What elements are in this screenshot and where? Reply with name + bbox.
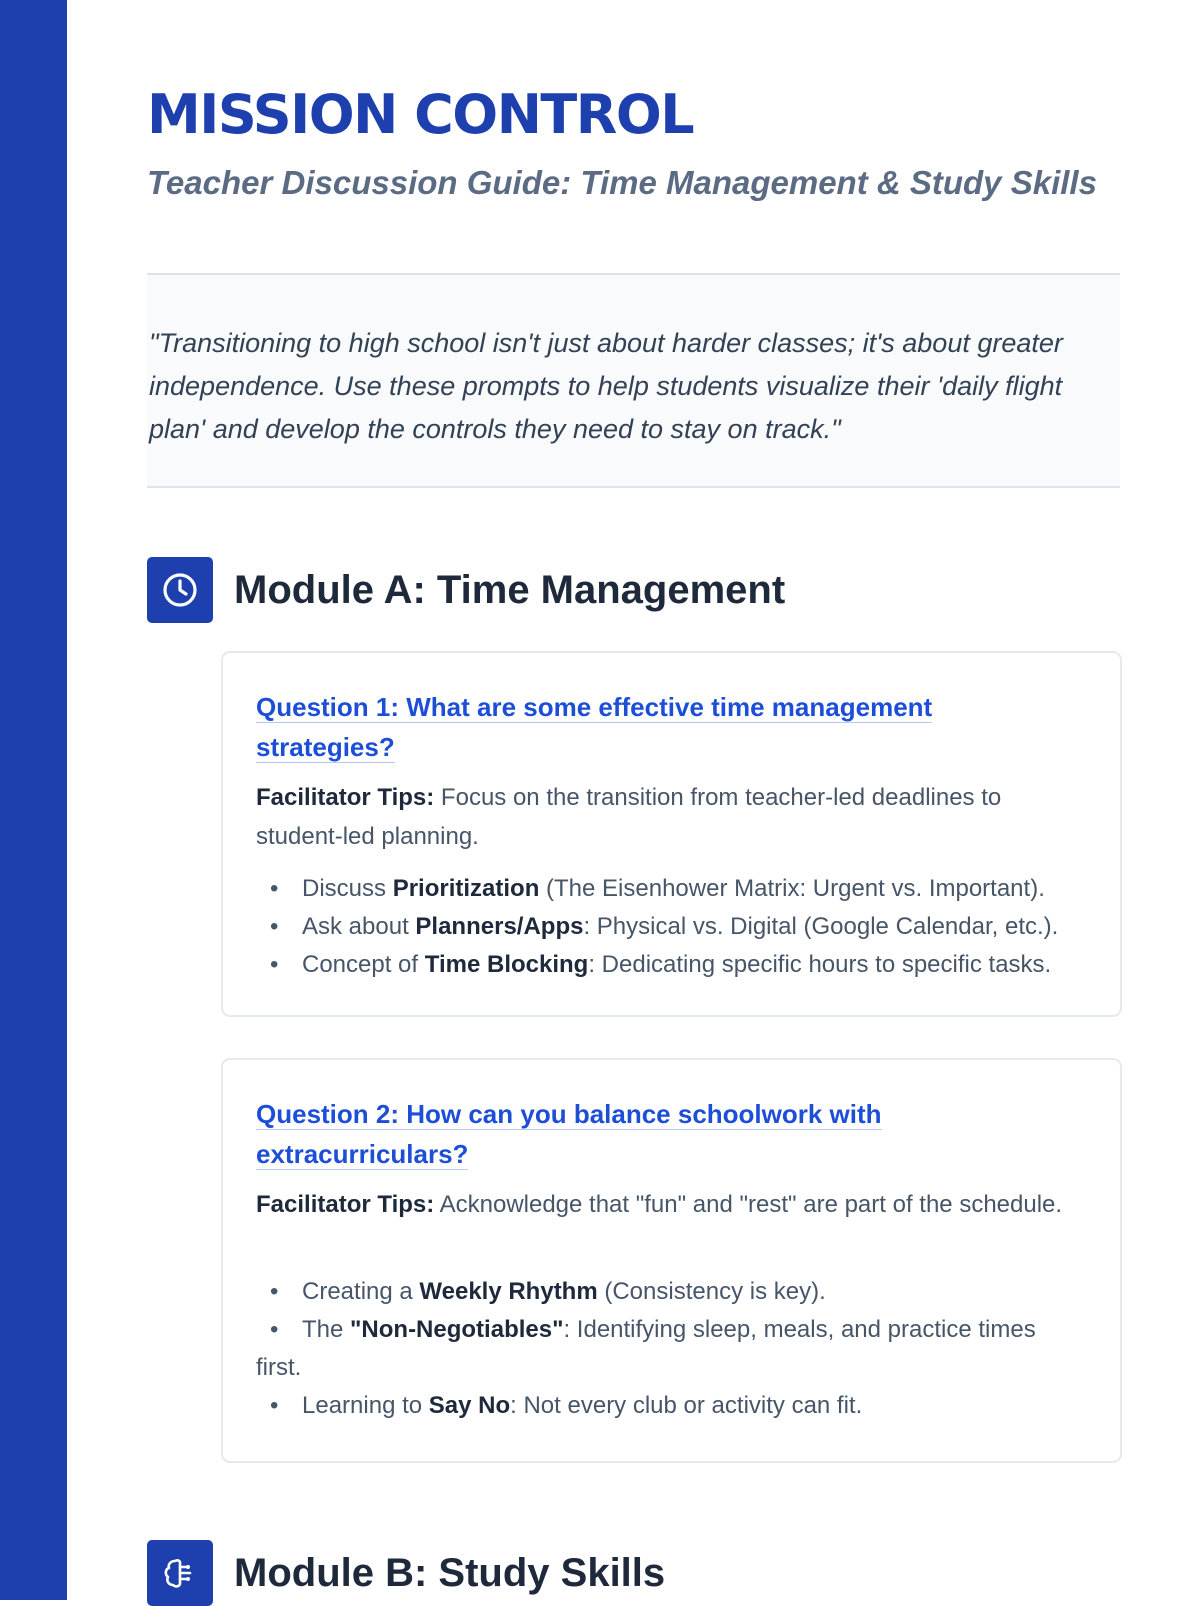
intro-quote: "Transitioning to high school isn't just about harder classes; it's about greater independence. Use these prompts to help students visualize their 'daily flight plan' and develop the controls they need to stay on track." — [149, 328, 1063, 444]
list-item: • Creating a Weekly Rhythm (Consistency is key). — [270, 1278, 826, 1305]
module-a-header — [147, 557, 1122, 623]
tips-text: Focus on the transition from teacher-led deadlines to student-led planning. — [256, 784, 1002, 850]
intro-quote-box — [147, 273, 1120, 488]
question-card-2 — [221, 1058, 1122, 1463]
clock-icon — [147, 557, 213, 623]
page-title: MISSION CONTROL — [147, 83, 694, 146]
question-card-1 — [221, 651, 1122, 1017]
list-item: • The "Non-Negotiables": Identifying sleep, meals, and practice times first. — [256, 1316, 1036, 1381]
module-a-title: Module A: Time Management — [234, 568, 786, 612]
tips-text: Acknowledge that "fun" and "rest" are part of the schedule. — [434, 1191, 1063, 1218]
question-1-title[interactable] — [256, 687, 1036, 767]
question-1-bullets — [256, 870, 1106, 984]
question-2-text[interactable]: Question 2: How can you balance schoolwork with extracurriculars? — [256, 1099, 882, 1169]
question-2-bullets — [256, 1273, 1076, 1425]
question-1-tips — [256, 778, 1076, 856]
list-item: • Ask about Planners/Apps: Physical vs. Digital (Google Calendar, etc.). — [270, 913, 1059, 940]
list-item: • Learning to Say No: Not every club or activity can fit. — [270, 1392, 863, 1419]
side-accent-bar — [0, 0, 67, 1600]
brain-icon — [147, 1540, 213, 1606]
page-subtitle: Teacher Discussion Guide: Time Management & Study Skills — [147, 164, 1097, 201]
question-1-text[interactable]: Question 1: What are some effective time management strategies? — [256, 692, 933, 762]
tips-label: Facilitator Tips: — [256, 1191, 435, 1218]
module-b-header — [147, 1540, 1122, 1606]
question-2-title[interactable] — [256, 1094, 1036, 1174]
list-item: • Concept of Time Blocking: Dedicating specific hours to specific tasks. — [270, 951, 1052, 978]
list-item: • Discuss Prioritization (The Eisenhower Matrix: Urgent vs. Important). — [270, 875, 1045, 902]
tips-label: Facilitator Tips: — [256, 784, 435, 811]
question-2-tips — [256, 1185, 1076, 1224]
module-b-title: Module B: Study Skills — [234, 1551, 666, 1595]
